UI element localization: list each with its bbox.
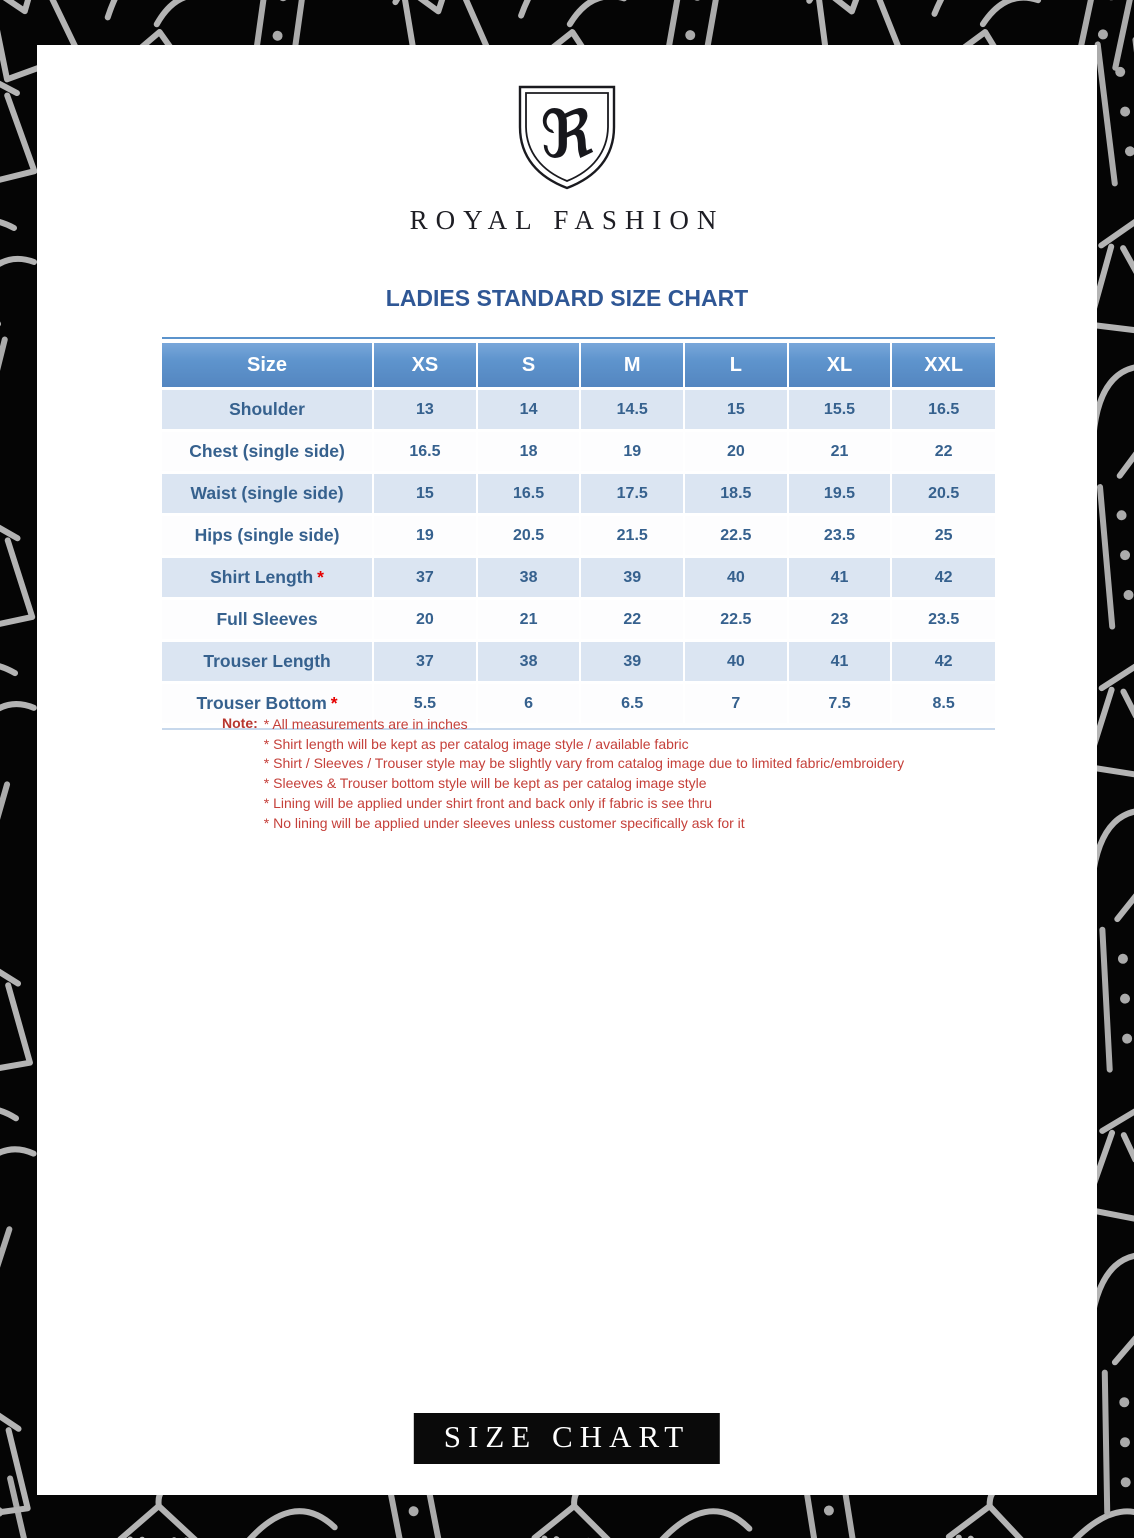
cell-value: 17.5 [580,473,684,515]
cell-value: 21 [788,431,892,473]
cell-value: 37 [373,641,477,683]
cell-value: 6 [477,683,581,725]
table-header-row [162,343,995,389]
table-top-accent [162,337,995,339]
red-asterisk: * [317,567,324,587]
cell-value: 14.5 [580,389,684,431]
row-label-full-sleeves: Full Sleeves [162,599,373,641]
cell-value: 23.5 [788,515,892,557]
cell-value: 8.5 [891,683,995,725]
table-row [162,431,995,473]
col-header-size: Size [162,343,373,389]
cell-value: 14 [477,389,581,431]
cell-value: 16.5 [373,431,477,473]
cell-value: 23.5 [891,599,995,641]
page-title: LADIES STANDARD SIZE CHART [385,285,749,311]
row-label-chest: Chest (single side) [162,431,373,473]
size-table [162,343,995,726]
cell-value: 40 [684,641,788,683]
note-item: * No lining will be applied under sleeves unless customer specifically ask for it [263,814,745,831]
cell-value: 22 [891,431,995,473]
cell-value: 42 [891,641,995,683]
brand-logo [37,81,1097,236]
col-header-m: M [580,343,684,389]
cell-value: 41 [788,557,892,599]
cell-value: 21 [477,599,581,641]
col-header-xl: XL [788,343,892,389]
cell-value: 13 [373,389,477,431]
row-label-shirt-length: Shirt Length * [162,557,373,599]
note-item: * Sleeves & Trouser bottom style will be kept as per catalog image style [263,775,707,792]
cell-value: 7 [684,683,788,725]
note-item: * All measurements are in inches [263,716,468,732]
table-row [162,515,995,557]
cell-value: 19.5 [788,473,892,515]
cell-value: 5.5 [373,683,477,725]
cell-value: 20.5 [477,515,581,557]
cell-value: 15.5 [788,389,892,431]
document-page [37,45,1097,1495]
cell-value: 38 [477,641,581,683]
cell-value: 20.5 [891,473,995,515]
cell-value: 15 [373,473,477,515]
cell-value: 38 [477,557,581,599]
notes-section [222,715,1022,833]
note-item: * Lining will be applied under shirt front and back only if fabric is see thru [263,794,713,811]
cell-value: 25 [891,515,995,557]
size-chart-banner: SIZE CHART [414,1413,720,1464]
size-table-section [162,337,995,730]
col-header-xxl: XXL [891,343,995,389]
note-item: * Shirt / Sleeves / Trouser style may be slightly vary from catalog image due to limited fabric/embroidery [263,755,905,772]
row-label-trouser-bottom: Trouser Bottom * [162,683,373,725]
row-label-waist: Waist (single side) [162,473,373,515]
cell-value: 18.5 [684,473,788,515]
cell-value: 16.5 [891,389,995,431]
note-list [264,715,904,833]
monogram-r: ℜ [540,96,594,173]
col-header-l: L [684,343,788,389]
col-header-xs: XS [373,343,477,389]
cell-value: 6.5 [580,683,684,725]
cell-value: 22 [580,599,684,641]
brand-name: ROYAL FASHION [409,205,725,235]
cell-value: 42 [891,557,995,599]
col-header-s: S [477,343,581,389]
cell-value: 21.5 [580,515,684,557]
cell-value: 15 [684,389,788,431]
cell-value: 19 [580,431,684,473]
cell-value: 39 [580,641,684,683]
table-row [162,557,995,599]
table-row [162,641,995,683]
cell-value: 16.5 [477,473,581,515]
cell-value: 41 [788,641,892,683]
cell-value: 20 [684,431,788,473]
table-row [162,473,995,515]
red-asterisk: * [330,693,338,713]
cell-value: 22.5 [684,515,788,557]
table-row [162,389,995,431]
cell-value: 7.5 [788,683,892,725]
cell-value: 19 [373,515,477,557]
cell-value: 37 [373,557,477,599]
cell-value: 18 [477,431,581,473]
row-label-shoulder: Shoulder [162,389,373,431]
cell-value: 23 [788,599,892,641]
note-label: Note: [222,715,258,731]
cell-value: 39 [580,557,684,599]
row-label-hips: Hips (single side) [162,515,373,557]
table-row [162,599,995,641]
row-label-trouser-length: Trouser Length [162,641,373,683]
shield-logo [511,81,623,191]
cell-value: 22.5 [684,599,788,641]
note-item: * Shirt length will be kept as per catalog image style / available fabric [263,735,689,752]
cell-value: 40 [684,557,788,599]
cell-value: 20 [373,599,477,641]
